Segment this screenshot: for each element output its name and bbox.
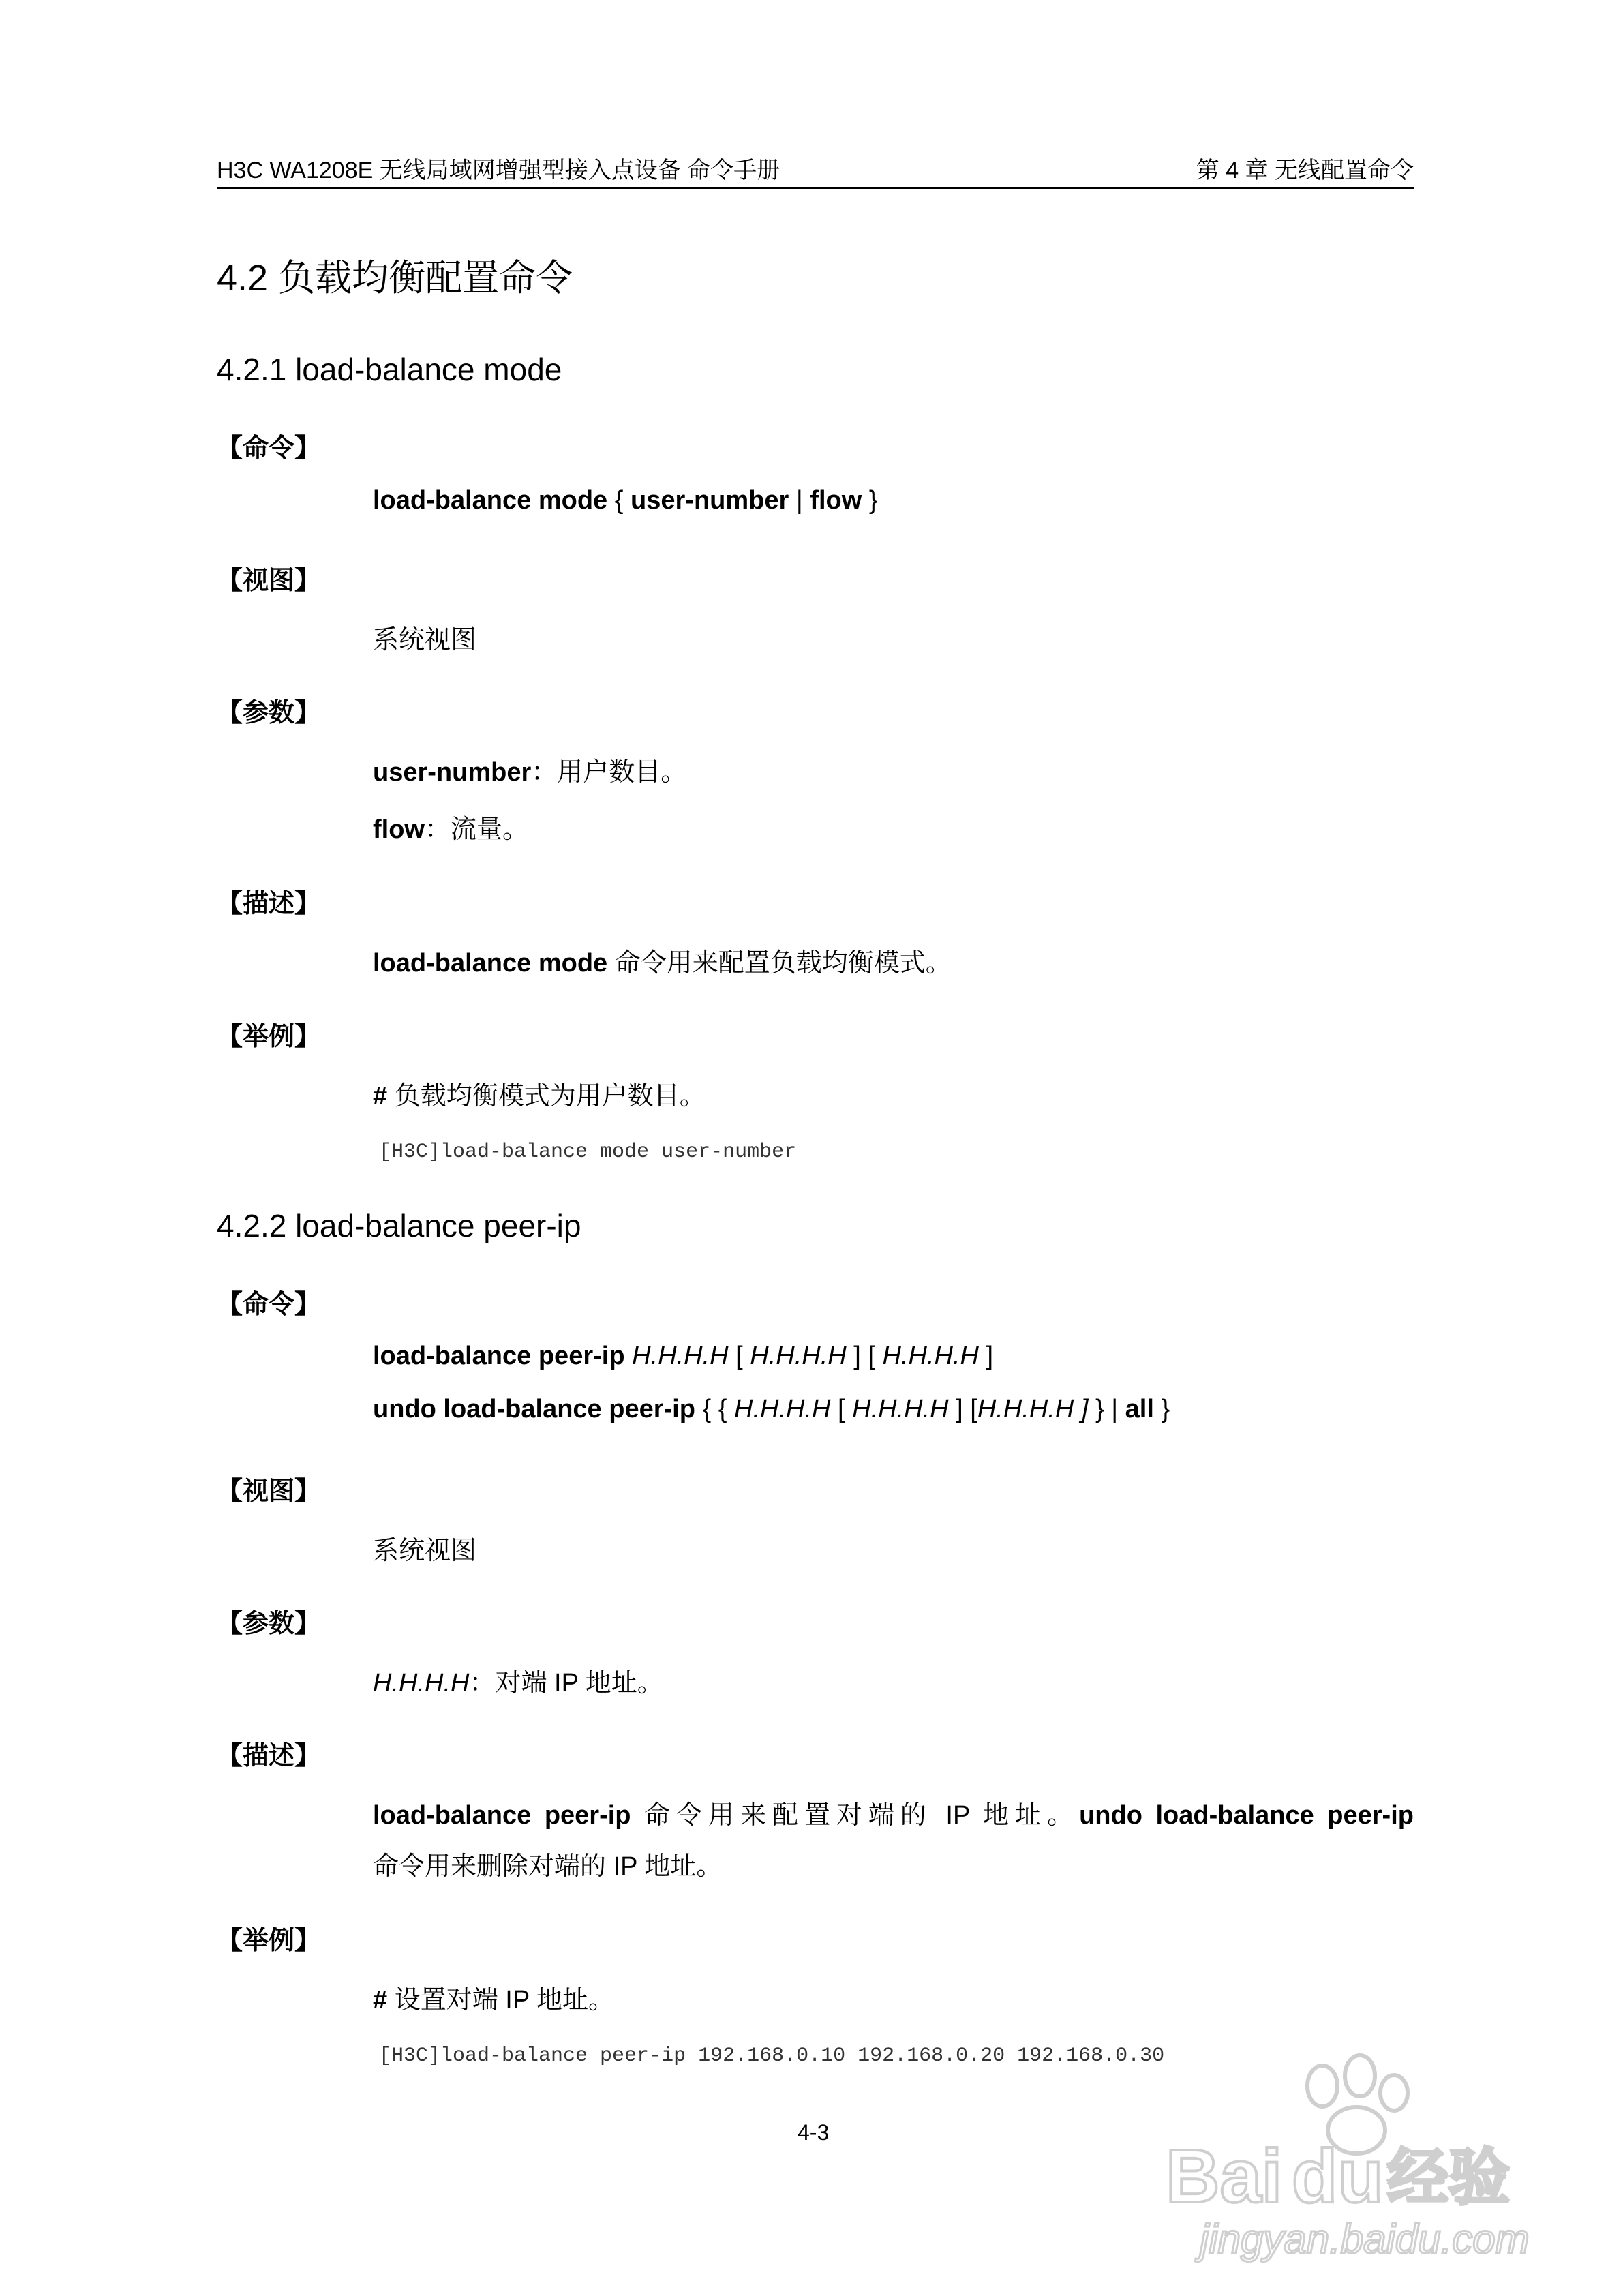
command-label: 【命令】	[217, 434, 321, 463]
baidu-jingyan-watermark	[1152, 2045, 1534, 2270]
view-label: 【视图】	[217, 1477, 321, 1506]
paw-pad-icon	[1307, 2066, 1337, 2106]
example-label: 【举例】	[217, 1927, 321, 1955]
view-text: 系统视图	[373, 626, 477, 654]
example-code: [H3C]load-balance mode user-number	[379, 1141, 797, 1164]
example-text: # 设置对端 IP 地址。	[373, 1986, 615, 2014]
example-code: [H3C]load-balance peer-ip 192.168.0.10 192.168.0.20 192.168.0.30	[379, 2044, 1165, 2068]
command-label: 【命令】	[217, 1290, 321, 1319]
undo-command-syntax: undo load-balance peer-ip { { H.H.H.H [ H.H.H.H ] [H.H.H.H ] } | all }	[373, 1395, 1170, 1423]
desc-text-2: 命令用来删除对端的 IP 地址。	[373, 1852, 723, 1881]
watermark-brand-du: du	[1292, 2134, 1384, 2218]
param-flow: flow：流量。	[373, 815, 528, 844]
desc-label: 【描述】	[217, 1742, 321, 1770]
watermark-brand: Bai	[1166, 2134, 1283, 2218]
page-number: 4-3	[798, 2120, 830, 2145]
example-text: # 负载均衡模式为用户数目。	[373, 1082, 706, 1111]
view-text: 系统视图	[373, 1537, 477, 1565]
params-label: 【参数】	[217, 699, 321, 727]
desc-label: 【描述】	[217, 890, 321, 918]
watermark-cn: 经验	[1387, 2142, 1510, 2214]
header-divider	[217, 187, 1414, 189]
watermark-url: jingyan.baidu.com	[1200, 2216, 1530, 2262]
command-syntax: load-balance mode { user-number | flow }	[373, 486, 878, 515]
desc-text: load-balance mode 命令用来配置负载均衡模式。	[373, 949, 952, 978]
command-syntax: load-balance peer-ip H.H.H.H [ H.H.H.H ] [ H.H.H.H ]	[373, 1342, 994, 1370]
param-user-number: user-number：用户数目。	[373, 758, 687, 787]
params-label: 【参数】	[217, 1610, 321, 1638]
subsection-title-load-balance-peer-ip: 4.2.2 load-balance peer-ip	[217, 1208, 581, 1243]
desc-text: load-balance peer-ip 命令用来配置对端的 IP 地址。undo load-balance peer-ip	[373, 1801, 1414, 1830]
view-label: 【视图】	[217, 567, 321, 595]
example-label: 【举例】	[217, 1023, 321, 1051]
section-title: 4.2 负载均衡配置命令	[217, 258, 573, 299]
header-chapter: 第 4 章 无线配置命令	[1196, 157, 1414, 183]
param-peer-ip: H.H.H.H：对端 IP 地址。	[373, 1669, 663, 1697]
subsection-title-load-balance-mode: 4.2.1 load-balance mode	[217, 352, 562, 387]
header-title: H3C WA1208E 无线局域网增强型接入点设备 命令手册	[217, 157, 780, 183]
